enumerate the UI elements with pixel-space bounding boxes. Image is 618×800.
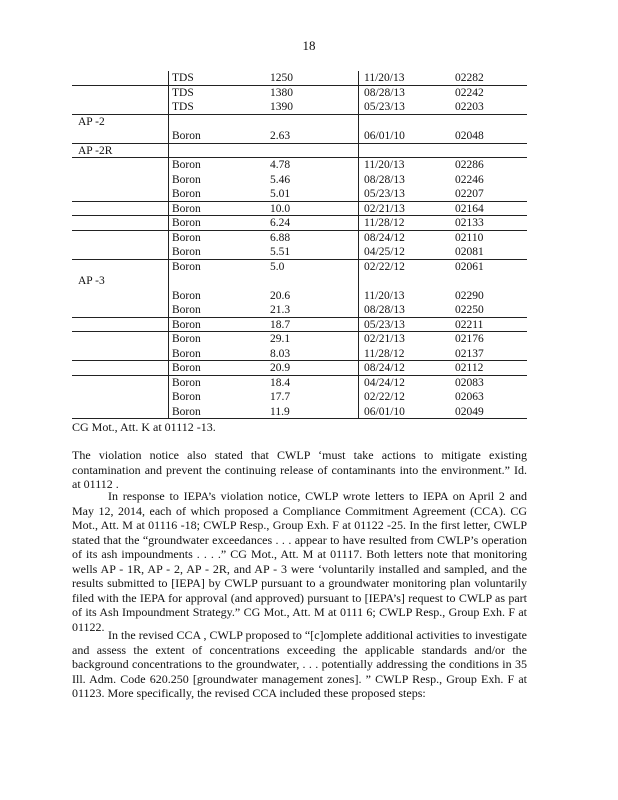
analyte-cell: Boron: [172, 130, 201, 142]
sample-id-cell: 02081: [455, 246, 484, 258]
sample-id-cell: 02164: [455, 202, 484, 215]
table-row: [72, 332, 527, 347]
value-cell: 21.3: [270, 304, 291, 316]
paragraph-revised-cca: In the revised CCA , CWLP proposed to “[c]omplete additional activities to investigate and assess the extent of concentrations exceeding the applicable standards and/or the background concentrations to the groundwater, . . . potentially addressing the conditions in 35 Ill. Adm. Code 620.250 [groundwater management zones]. ” CWLP Resp., Group Exh. F at 01123. More specifically, the revised CCA included these proposed steps:: [72, 628, 527, 700]
table-row: [72, 231, 527, 246]
analyte-cell: Boron: [172, 202, 201, 215]
table-row: [72, 100, 527, 115]
well-label: AP -2R: [78, 144, 113, 157]
analyte-cell: Boron: [172, 289, 201, 302]
analyte-cell: Boron: [172, 391, 201, 403]
well-label: AP -3: [78, 275, 105, 287]
table-group-row: [72, 144, 527, 159]
value-cell: 20.6: [270, 289, 291, 302]
table-row: [72, 289, 527, 304]
date-cell: 05/23/13: [364, 188, 405, 200]
date-cell: 06/01/10: [364, 130, 405, 142]
sample-id-cell: 02176: [455, 333, 484, 345]
value-cell: 5.46: [270, 173, 291, 186]
table-row-rule: [72, 418, 527, 419]
table-row-rule: [72, 85, 527, 86]
date-cell: 08/28/13: [364, 86, 405, 99]
date-cell: 05/23/13: [364, 101, 405, 113]
value-cell: 8.03: [270, 347, 291, 360]
value-cell: 18.7: [270, 318, 291, 331]
table-row-rule: [72, 230, 527, 231]
analyte-cell: Boron: [172, 231, 201, 244]
sample-id-cell: 02242: [455, 86, 484, 99]
table-row-rule: [72, 215, 527, 216]
analyte-cell: Boron: [172, 333, 201, 345]
sample-id-cell: 02049: [455, 405, 484, 418]
value-cell: 5.01: [270, 188, 291, 200]
sample-id-cell: 02246: [455, 173, 484, 186]
analyte-cell: Boron: [172, 347, 201, 360]
value-cell: 1390: [270, 101, 293, 113]
analyte-cell: TDS: [172, 72, 194, 84]
table-row: [72, 318, 527, 333]
analyte-cell: TDS: [172, 86, 194, 99]
table-row-rule: [72, 114, 527, 115]
date-cell: 11/28/12: [364, 347, 405, 360]
value-cell: 29.1: [270, 333, 291, 345]
analyte-cell: Boron: [172, 318, 201, 331]
table-row: [72, 129, 527, 144]
sample-id-cell: 02286: [455, 159, 484, 171]
analyte-cell: Boron: [172, 173, 201, 186]
analyte-cell: Boron: [172, 159, 201, 171]
analyte-cell: Boron: [172, 405, 201, 418]
date-cell: 05/23/13: [364, 318, 405, 331]
value-cell: 10.0: [270, 202, 291, 215]
paragraph-violation-notice: The violation notice also stated that CWLP ‘must take actions to mitigate existing contamination and prevent the continuing release of contaminants into the environment.” Id. at 01112 .: [72, 448, 527, 491]
table-row: [72, 71, 527, 86]
value-cell: 11.9: [270, 405, 290, 418]
table-row: [72, 216, 527, 231]
sample-id-cell: 02250: [455, 304, 484, 316]
analyte-cell: Boron: [172, 188, 201, 200]
value-cell: 6.24: [270, 217, 291, 229]
table-row: [72, 405, 527, 420]
table-row-rule: [72, 317, 527, 318]
value-cell: 6.88: [270, 231, 291, 244]
table-row: [72, 173, 527, 188]
analyte-cell: TDS: [172, 101, 194, 113]
date-cell: 11/20/13: [364, 72, 405, 84]
value-cell: 20.9: [270, 362, 291, 374]
table-row-rule: [72, 259, 527, 260]
value-cell: 2.63: [270, 130, 291, 142]
table-row: [72, 347, 527, 362]
sample-id-cell: 02207: [455, 188, 484, 200]
value-cell: 18.4: [270, 376, 291, 389]
table-row: [72, 202, 527, 217]
date-cell: 02/22/12: [364, 260, 405, 273]
sample-id-cell: 02137: [455, 347, 484, 360]
well-label: AP -2: [78, 115, 105, 128]
sample-id-cell: 02063: [455, 391, 484, 403]
table-row: [72, 361, 527, 376]
table-row-rule: [72, 360, 527, 361]
date-cell: 11/28/12: [364, 217, 405, 229]
table-citation: CG Mot., Att. K at 01112 -13.: [72, 420, 216, 434]
sample-id-cell: 02112: [455, 362, 484, 374]
sample-id-cell: 02083: [455, 376, 484, 389]
table-row: [72, 245, 527, 260]
sampling-results-table: [72, 71, 527, 419]
date-cell: 08/24/12: [364, 231, 405, 244]
table-row: [72, 376, 527, 391]
table-row: [72, 390, 527, 405]
sample-id-cell: 02290: [455, 289, 484, 302]
date-cell: 04/25/12: [364, 246, 405, 258]
analyte-cell: Boron: [172, 376, 201, 389]
table-row-rule: [72, 157, 527, 158]
date-cell: 11/20/13: [364, 289, 405, 302]
sample-id-cell: 02203: [455, 101, 484, 113]
date-cell: 02/22/12: [364, 391, 405, 403]
table-row: [72, 86, 527, 101]
table-column-rule: [168, 71, 169, 419]
table-column-rule: [358, 71, 359, 419]
table-row: [72, 158, 527, 173]
date-cell: 04/24/12: [364, 376, 405, 389]
value-cell: 17.7: [270, 391, 291, 403]
table-row-rule: [72, 201, 527, 202]
sample-id-cell: 02061: [455, 260, 484, 273]
sample-id-cell: 02282: [455, 72, 484, 84]
paragraph-response-letters: In response to IEPA’s violation notice, CWLP wrote letters to IEPA on April 2 and May 12, 2014, each of which proposed a Compliance Commitment Agreement (CCA). CG Mot., Att. M at 01116 -18; CWLP Resp., Group Exh. F at 01122 -25. In the first letter, CWLP stated that the “groundwater exceedances . . . appear to have resulted from CWLP’s operation of its ash impoundments . . . .” CG Mot., Att. M at 01117. Both letters note that monitoring wells AP - 1R, AP - 2, AP - 2R, and AP - 3 were ‘voluntarily installed and sampled, and the results submitted to [IEPA] by CWLP pursuant to a groundwater monitoring plan voluntarily filed with the IEPA for approval (and approved) pursuant to [IEPA’s] request to CWLP as part of its Ash Impoundment Strategy.” CG Mot., Att. M at 0111 6; CWLP Resp., Group Exh. F at 01122.: [72, 489, 527, 634]
date-cell: 11/20/13: [364, 159, 405, 171]
value-cell: 5.51: [270, 246, 291, 258]
date-cell: 08/28/13: [364, 173, 405, 186]
table-group-row: [72, 115, 527, 130]
page-number: 18: [302, 38, 316, 53]
date-cell: 08/24/12: [364, 362, 405, 374]
analyte-cell: Boron: [172, 217, 201, 229]
table-row-rule: [72, 331, 527, 332]
date-cell: 06/01/10: [364, 405, 405, 418]
value-cell: 4.78: [270, 159, 291, 171]
analyte-cell: Boron: [172, 246, 201, 258]
date-cell: 08/28/13: [364, 304, 405, 316]
value-cell: 5.0: [270, 260, 285, 273]
date-cell: 02/21/13: [364, 202, 405, 215]
sample-id-cell: 02133: [455, 217, 484, 229]
value-cell: 1380: [270, 86, 293, 99]
table-row-rule: [72, 375, 527, 376]
date-cell: 02/21/13: [364, 333, 405, 345]
table-row: [72, 260, 527, 275]
sample-id-cell: 02110: [455, 231, 484, 244]
sample-id-cell: 02048: [455, 130, 484, 142]
table-row-rule: [72, 143, 527, 144]
analyte-cell: Boron: [172, 304, 201, 316]
value-cell: 1250: [270, 72, 293, 84]
analyte-cell: Boron: [172, 260, 201, 273]
table-row: [72, 303, 527, 318]
table-group-row: [72, 274, 527, 289]
sample-id-cell: 02211: [455, 318, 484, 331]
analyte-cell: Boron: [172, 362, 201, 374]
table-row: [72, 187, 527, 202]
